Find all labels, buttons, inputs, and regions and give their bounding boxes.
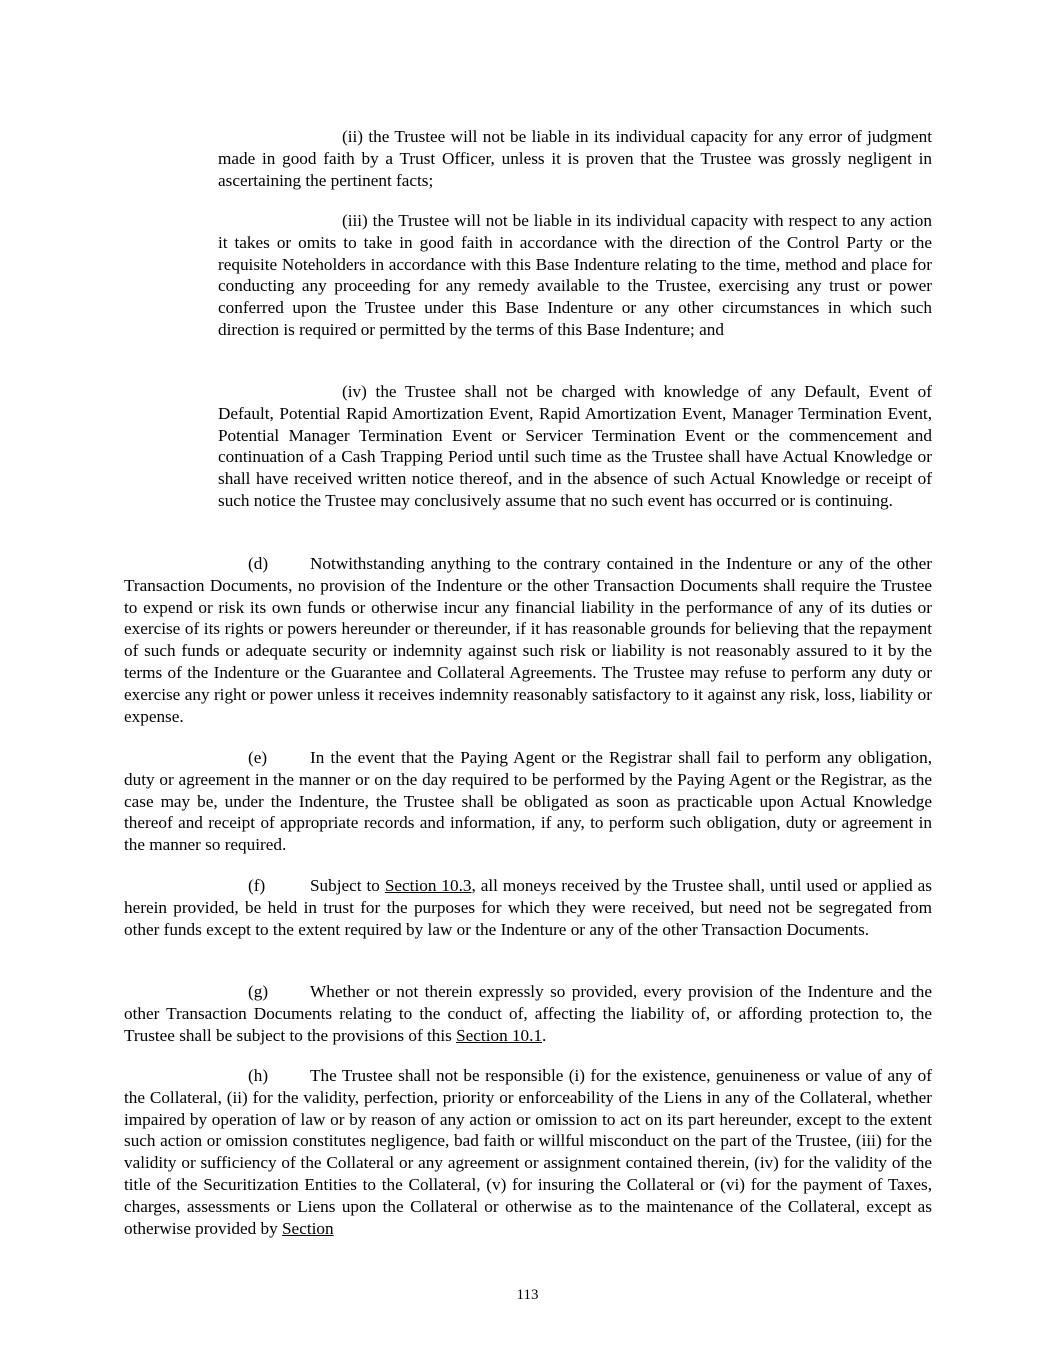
- paragraph-ii: [218, 126, 932, 191]
- paragraph-text: Notwithstanding anything to the contrary contained in the Indenture or any of the other Transaction Documents, no provision of the Indenture or the other Transaction Documents shall require the Trustee to expend or risk its own funds or otherwise incur any financial liability in the performance of any of its duties or exercise of its rights or powers hereunder or thereunder, if it has reasonable grounds for believing that the repayment of such funds or adequate security or indemnity against such risk or liability is not reasonably assured to it by the terms of the Indenture or the Guarantee and Collateral Agreements. The Trustee may refuse to perform any duty or exercise any right or power unless it receives indemnity reasonably satisfactory to it against any risk, loss, liability or expense.: [124, 554, 932, 726]
- page-number: 113: [516, 1287, 539, 1303]
- section-reference-link: Section 10.3: [384, 876, 472, 895]
- paragraph-text: the Trustee will not be liable in its individual capacity with respect to any action it takes or omits to take in good faith in accordance with the direction of the Control Party or the requisite Noteholders in accordance with this Base Indenture relating to the time, method and place for conducting any proceeding for any remedy available to the Trustee, exercising any trust or power conferred upon the Trustee under this Base Indenture or any other circumstances in which such direction is required or permitted by the terms of this Base Indenture; and: [218, 211, 932, 339]
- paragraph-text: the Trustee will not be liable in its individual capacity for any error of judgment made in good faith by a Trust Officer, unless it is proven that the Trustee was grossly negligent in ascertaining the pertinent facts;: [218, 127, 932, 190]
- paragraph-label: (e): [248, 748, 268, 767]
- paragraph-label: (iv): [342, 382, 367, 401]
- paragraph-text: the Trustee shall not be charged with knowledge of any Default, Event of Default, Potential Rapid Amortization Event, Rapid Amortization Event, Manager Termination Event, Potential Manager Termination Event or Servicer Termination Event or the commencement and continuation of a Cash Trapping Period until such time as the Trustee shall have Actual Knowledge or shall have received written notice thereof, and in the absence of such Actual Knowledge or receipt of such notice the Trustee may conclusively assume that no such event has occurred or is continuing.: [218, 382, 932, 510]
- paragraph-e: [124, 747, 932, 856]
- paragraph-g: [124, 981, 932, 1046]
- section-reference-link: Section 10.1: [456, 1025, 543, 1045]
- paragraph-text: Subject to: [310, 876, 385, 895]
- paragraph-label: (ii): [342, 127, 363, 146]
- paragraph-label: (f): [248, 876, 266, 895]
- paragraph-label: (h): [248, 1066, 269, 1085]
- paragraph-label: (d): [248, 554, 269, 573]
- paragraph-h: [124, 1065, 932, 1239]
- paragraph-text: .: [542, 1025, 547, 1045]
- paragraph-f: [124, 875, 932, 940]
- paragraph-label: (g): [248, 982, 269, 1001]
- paragraph-text: In the event that the Paying Agent or the Registrar shall fail to perform any obligation, duty or agreement in the manner or on the day required to be performed by the Paying Agent or the Registrar, as the case may be, under the Indenture, the Trustee shall be obligated as soon as practicable upon Actual Knowledge thereof and receipt of appropriate records and information, if any, to perform such obligation, duty or agreement in the manner so required.: [124, 748, 932, 855]
- paragraph-label: (iii): [342, 211, 368, 230]
- paragraph-text: Whether or not therein expressly so provided, every provision of the Indenture and the other Transaction Documents relating to the conduct of, affecting the liability of, or affording protection to, the Trustee shall be subject to the provisions of this: [124, 982, 932, 1045]
- paragraph-d: [124, 553, 932, 727]
- paragraph-text: The Trustee shall not be responsible (i) for the existence, genuineness or value of any of the Collateral, (ii) for the validity, perfection, priority or enforceability of the Liens in any of the Collateral, whether impaired by operation of law or by reason of any action or omission to act on its part hereunder, except to the extent such action or omission constitutes negligence, bad faith or willful misconduct on the part of the Trustee, (iii) for the validity or sufficiency of the Collateral or any agreement or assignment contained therein, (iv) for the validity of the title of the Securitization Entities to the Collateral, (v) for insuring the Collateral or (vi) for the payment of Taxes, charges, assessments or Liens upon the Collateral or otherwise as to the maintenance of the Collateral, except as otherwise provided by: [124, 1066, 932, 1238]
- paragraph-text: , all moneys received by the Trustee shall, until used or applied as herein provided, be held in trust for the purposes for which they were received, but need not be segregated from other funds except to the extent required by law or the Indenture or any of the other Transaction Documents.: [124, 876, 932, 939]
- paragraph-iv: [218, 381, 932, 512]
- section-reference-link: Section: [282, 1218, 334, 1238]
- paragraph-iii: [218, 210, 932, 341]
